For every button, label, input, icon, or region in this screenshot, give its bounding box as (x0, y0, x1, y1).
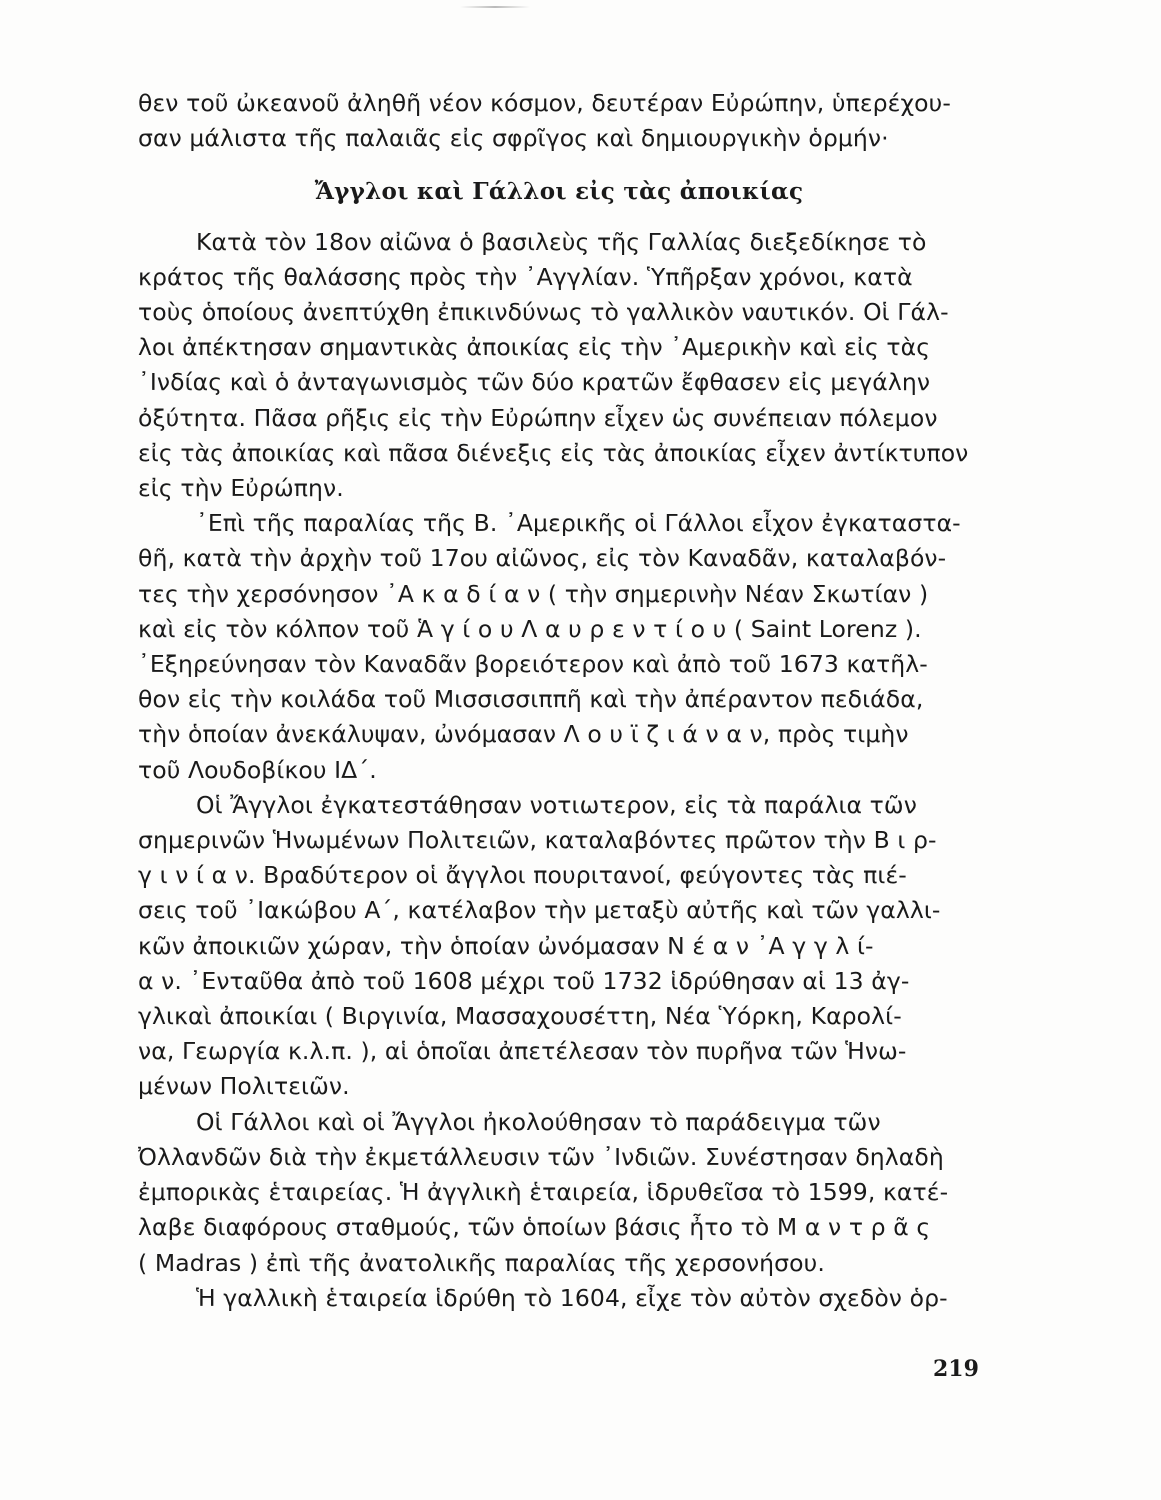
paragraph-1 (138, 225, 980, 507)
text-line: τες τὴν χερσόνησον ᾿Α κ α δ ί α ν ( τὴν σημερινὴν Νέαν Σκωτίαν ) (138, 579, 929, 608)
text-line: θῆ, κατὰ τὴν ἀρχὴν τοῦ 17ου αἰῶνος, εἰς τὸν Καναδᾶν, καταλαβόν- (138, 544, 947, 573)
text-line: Ὀλλανδῶν διὰ τὴν ἐκμετάλλευσιν τῶν ᾿Ινδιῶν. Συνέστησαν δηλαδὴ (138, 1142, 944, 1171)
paragraph-2 (138, 506, 980, 788)
text-line: ᾿Εξηρεύνησαν τὸν Καναδᾶν βορειότερον καὶ ἀπὸ τοῦ 1673 κατῆλ- (138, 650, 928, 679)
text-line: θον εἰς τὴν κοιλάδα τοῦ Μισσισσιππῆ καὶ τὴν ἀπέραντον πεδιάδα, (138, 685, 924, 714)
text-line: σαν μάλιστα τῆς παλαιᾶς εἰς σφρῖγος καὶ δημιουργικὴν ὁρμήν· (138, 124, 889, 153)
text-line: τὴν ὁποίαν ἀνεκάλυψαν, ὠνόμασαν Λ ο υ ϊ ζ ι ά ν α ν, πρὸς τιμὴν (138, 720, 909, 749)
section-heading: Ἄγγλοι καὶ Γάλλοι εἰς τὰς ἀποικίας (314, 178, 804, 206)
text-line: τοὺς ὁποίους ἀνεπτύχθη ἐπικινδύνως τὸ γαλλικὸν ναυτικόν. Οἱ Γάλ- (138, 298, 949, 327)
page-number: 219 (933, 1356, 979, 1382)
text-line: να, Γεωργία κ.λ.π. ), αἱ ὁποῖαι ἀπετέλεσαν τὸν πυρῆνα τῶν Ἡνω- (138, 1037, 907, 1066)
text-line: σημερινῶν Ἡνωμένων Πολιτειῶν, καταλαβόντες πρῶτον τὴν Β ι ρ- (138, 826, 937, 855)
text-line: κῶν ἀποικιῶν χώραν, τὴν ὁποίαν ὠνόμασαν Ν έ α ν ᾿Α γ γ λ ί- (138, 931, 874, 960)
text-line: ᾿Επὶ τῆς παραλίας τῆς Β. ᾿Αμερικῆς οἱ Γάλλοι εἶχον ἐγκαταστα- (196, 509, 961, 538)
scan-artifact (460, 6, 530, 8)
text-line: γλικαὶ ἀποικίαι ( Βιργινία, Μασσαχουσέττη, Νέα Ὑόρκη, Καρολί- (138, 1002, 902, 1031)
text-line: λοι ἀπέκτησαν σημαντικὰς ἀποικίας εἰς τὴν ᾿Αμερικὴν καὶ εἰς τὰς (138, 333, 931, 362)
text-line: γ ι ν ί α ν. Βραδύτερον οἱ ἄγγλοι πουριτανοί, φεύγοντες τὰς πιέ- (138, 861, 907, 890)
text-line: καὶ εἰς τὸν κόλπον τοῦ Ἁ γ ί ο υ Λ α υ ρ ε ν τ ί ο υ ( Saint Lorenz ). (138, 614, 922, 643)
paragraph-4 (138, 1105, 980, 1281)
text-line: ὀξύτητα. Πᾶσα ρῆξις εἰς τὴν Εὐρώπην εἶχεν ὡς συνέπειαν πόλεμον (138, 403, 938, 432)
text-line: τοῦ Λουδοβίκου ΙΔ΄. (138, 755, 377, 784)
text-line: ᾿Ινδίας καὶ ὁ ἀνταγωνισμὸς τῶν δύο κρατῶν ἔφθασεν εἰς μεγάλην (138, 368, 931, 397)
paragraph-3 (138, 788, 980, 1105)
text-line: λαβε διαφόρους σταθμούς, τῶν ὁποίων βάσις ἦτο τὸ Μ α ν τ ρ ᾶ ς (138, 1213, 931, 1242)
text-line: ἐμπορικὰς ἑταιρείας. Ἡ ἀγγλικὴ ἑταιρεία, ἱδρυθεῖσα τὸ 1599, κατέ- (138, 1178, 949, 1207)
text-line: ( Madras ) ἐπὶ τῆς ἀνατολικῆς παραλίας τῆς χερσονήσου. (138, 1248, 825, 1277)
body-text (138, 86, 980, 1316)
text-line: κράτος τῆς θαλάσσης πρὸς τὴν ᾿Αγγλίαν. Ὑπῆρξαν χρόνοι, κατὰ (138, 262, 913, 291)
intro-paragraph (138, 86, 980, 156)
text-line: Ἡ γαλλικὴ ἑταιρεία ἱδρύθη τὸ 1604, εἶχε τὸν αὐτὸν σχεδὸν ὁρ- (196, 1283, 948, 1312)
text-line: Οἱ Ἄγγλοι ἐγκατεστάθησαν νοτιωτερον, εἰς τὰ παράλια τῶν (196, 790, 917, 819)
text-line: μένων Πολιτειῶν. (138, 1072, 350, 1101)
text-line: εἰς τὰς ἀποικίας καὶ πᾶσα διένεξις εἰς τὰς ἀποικίας εἶχεν ἀντίκτυπον (138, 438, 969, 467)
text-line: σεις τοῦ ᾿Ιακώβου Α΄, κατέλαβον τὴν μεταξὺ αὐτῆς καὶ τῶν γαλλι- (138, 896, 941, 925)
text-line: Κατὰ τὸν 18ον αἰῶνα ὁ βασιλεὺς τῆς Γαλλίας διεξεδίκησε τὸ (196, 227, 927, 256)
paragraph-5 (138, 1281, 980, 1316)
text-line: α ν. ᾿Ενταῦθα ἀπὸ τοῦ 1608 μέχρι τοῦ 1732 ἱδρύθησαν αἱ 13 ἀγ- (138, 966, 910, 995)
text-line: εἰς τὴν Εὐρώπην. (138, 474, 344, 503)
text-line: Οἱ Γάλλοι καὶ οἱ Ἄγγλοι ἠκολούθησαν τὸ παράδειγμα τῶν (196, 1107, 881, 1136)
text-line: θεν τοῦ ὠκεανοῦ ἀληθῆ νέον κόσμον, δευτέραν Εὐρώπην, ὑπερέχου- (138, 89, 951, 117)
